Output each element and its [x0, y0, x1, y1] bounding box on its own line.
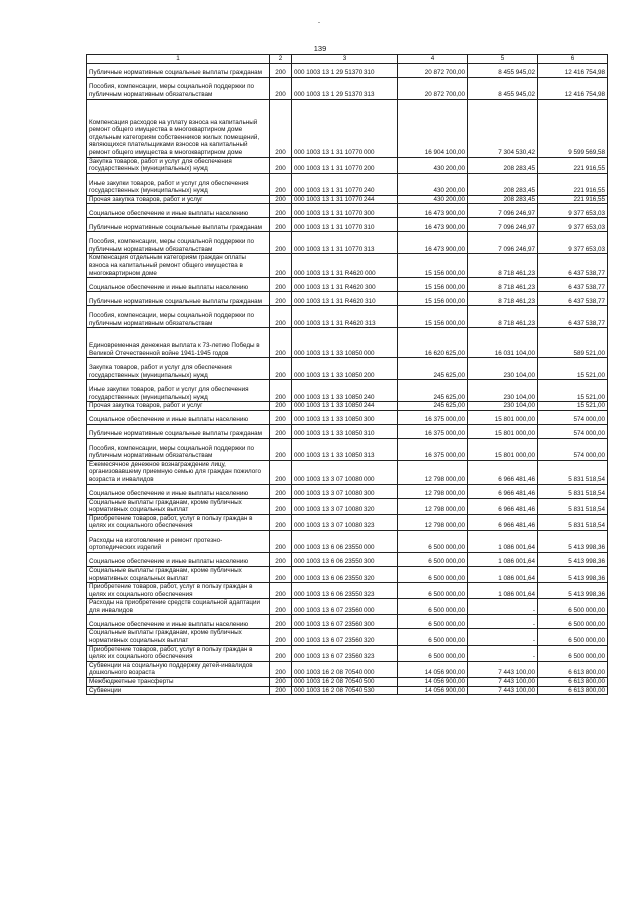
row-executed-amount: 8 718 461,23: [468, 306, 538, 328]
table-row: [87, 173, 608, 195]
row-approved-amount: 15 156 000,00: [398, 254, 468, 278]
row-approved-amount: 6 500 000,00: [398, 552, 468, 566]
budget-table: [86, 54, 608, 695]
table-row: [87, 460, 608, 484]
row-code: 200: [270, 254, 292, 278]
row-unexecuted-amount: 5 831 518,54: [538, 498, 608, 514]
row-executed-amount: 7 096 246,97: [468, 232, 538, 254]
row-classification-code: 000 1003 13 6 06 23550 300: [292, 552, 398, 566]
row-name: Социальное обеспечение и иные выплаты населению: [87, 410, 270, 424]
row-name: Межбюджетные трансферты: [87, 678, 270, 687]
row-approved-amount: 12 798 000,00: [398, 514, 468, 530]
row-unexecuted-amount: 221 916,55: [538, 173, 608, 195]
row-approved-amount: 15 156 000,00: [398, 306, 468, 328]
row-name: Приобретение товаров, работ, услуг в пользу граждан в целях их социального обеспечения: [87, 514, 270, 530]
row-approved-amount: 16 473 900,00: [398, 218, 468, 232]
row-unexecuted-amount: 574 000,00: [538, 424, 608, 438]
row-approved-amount: 6 500 000,00: [398, 583, 468, 599]
row-classification-code: 000 1003 16 2 08 70540 530: [292, 686, 398, 695]
row-classification-code: 000 1003 13 6 07 23560 320: [292, 629, 398, 645]
row-executed-amount: 15 801 000,00: [468, 438, 538, 460]
row-name: Пособия, компенсации, меры социальной поддержки по публичным нормативным обязательствам: [87, 306, 270, 328]
row-unexecuted-amount: 12 416 754,98: [538, 63, 608, 77]
row-name: Публичные нормативные социальные выплаты гражданам: [87, 63, 270, 77]
row-unexecuted-amount: 6 437 538,77: [538, 292, 608, 306]
row-unexecuted-amount: 12 416 754,98: [538, 77, 608, 99]
row-classification-code: 000 1003 13 1 31 R4620 310: [292, 292, 398, 306]
row-approved-amount: 16 473 900,00: [398, 204, 468, 218]
row-approved-amount: 14 056 900,00: [398, 661, 468, 677]
row-name: Компенсация отдельным категориям граждан оплаты взноса на капитальный ремонт общего имущества в многоквартирном доме: [87, 254, 270, 278]
row-classification-code: 000 1003 13 3 07 10080 300: [292, 484, 398, 498]
row-name: Субвенции на социальную поддержку детей-инвалидов дошкольного возраста: [87, 661, 270, 677]
row-executed-amount: 6 966 481,46: [468, 498, 538, 514]
table-row: [87, 63, 608, 77]
row-name: Социальные выплаты гражданам, кроме публичных нормативных социальных выплат: [87, 498, 270, 514]
table-row: [87, 599, 608, 615]
row-approved-amount: 430 200,00: [398, 157, 468, 173]
row-approved-amount: 6 500 000,00: [398, 629, 468, 645]
row-approved-amount: 20 872 700,00: [398, 77, 468, 99]
row-name: Компенсация расходов на уплату взноса на капитальный ремонт общего имущества в многоквартирном доме отдельным категориям собственников жилых помещений, являющихся плательщиками взносов на капитальный ремонт общего имущества в многоквартирном доме: [87, 99, 270, 157]
row-classification-code: 000 1003 13 1 31 R4620 313: [292, 306, 398, 328]
table-row: [87, 552, 608, 566]
row-name: Расходы на изготовление и ремонт протезно-ортопедических изделий: [87, 530, 270, 552]
table-row: [87, 424, 608, 438]
row-approved-amount: 16 904 100,00: [398, 99, 468, 157]
row-executed-amount: 15 801 000,00: [468, 410, 538, 424]
row-classification-code: 000 1003 13 1 29 51370 313: [292, 77, 398, 99]
row-unexecuted-amount: 6 500 000,00: [538, 615, 608, 629]
row-approved-amount: 430 200,00: [398, 195, 468, 204]
table-row: [87, 99, 608, 157]
row-code: 200: [270, 629, 292, 645]
header-row: [87, 55, 608, 64]
row-executed-amount: 7 443 100,00: [468, 678, 538, 687]
row-name: Социальное обеспечение и иные выплаты населению: [87, 552, 270, 566]
table-row: [87, 218, 608, 232]
table-row: [87, 661, 608, 677]
table-row: [87, 358, 608, 380]
row-classification-code: 000 1003 13 3 07 10080 323: [292, 514, 398, 530]
table-row: [87, 629, 608, 645]
row-executed-amount: 8 455 945,02: [468, 77, 538, 99]
column-header-3: 3: [292, 55, 398, 64]
row-name: Иные закупки товаров, работ и услуг для обеспечения государственных (муниципальных) нужд: [87, 173, 270, 195]
row-code: 200: [270, 460, 292, 484]
row-code: 200: [270, 204, 292, 218]
row-approved-amount: 6 500 000,00: [398, 566, 468, 582]
table-row: [87, 566, 608, 582]
row-classification-code: 000 1003 13 6 06 23550 000: [292, 530, 398, 552]
row-code: 200: [270, 678, 292, 687]
row-classification-code: 000 1003 13 1 31 10770 000: [292, 99, 398, 157]
row-approved-amount: 15 156 000,00: [398, 292, 468, 306]
row-classification-code: 000 1003 13 1 33 10850 313: [292, 438, 398, 460]
row-classification-code: 000 1003 16 2 08 70540 500: [292, 678, 398, 687]
row-classification-code: 000 1003 13 1 33 10850 300: [292, 410, 398, 424]
row-code: 200: [270, 424, 292, 438]
row-executed-amount: 7 096 246,97: [468, 218, 538, 232]
row-executed-amount: -: [468, 629, 538, 645]
row-classification-code: 000 1003 13 1 33 10850 240: [292, 380, 398, 402]
row-executed-amount: -: [468, 599, 538, 615]
row-classification-code: 000 1003 13 6 07 23560 323: [292, 645, 398, 661]
column-header-6: 6: [538, 55, 608, 64]
row-approved-amount: 6 500 000,00: [398, 599, 468, 615]
row-unexecuted-amount: 221 916,55: [538, 157, 608, 173]
row-executed-amount: -: [468, 645, 538, 661]
table-row: [87, 380, 608, 402]
row-unexecuted-amount: 5 831 518,54: [538, 484, 608, 498]
table-row: [87, 195, 608, 204]
row-approved-amount: 245 625,00: [398, 402, 468, 411]
row-unexecuted-amount: 9 377 653,03: [538, 204, 608, 218]
row-name: Социальное обеспечение и иные выплаты населению: [87, 204, 270, 218]
row-classification-code: 000 1003 13 6 06 23550 320: [292, 566, 398, 582]
table-row: [87, 615, 608, 629]
row-classification-code: 000 1003 13 6 07 23560 300: [292, 615, 398, 629]
row-approved-amount: 6 500 000,00: [398, 530, 468, 552]
row-code: 200: [270, 661, 292, 677]
column-header-1: 1: [87, 55, 270, 64]
row-code: 200: [270, 599, 292, 615]
table-row: [87, 686, 608, 695]
table-row: [87, 328, 608, 358]
row-name: Прочая закупка товаров, работ и услуг: [87, 402, 270, 411]
row-code: 200: [270, 645, 292, 661]
row-classification-code: 000 1003 13 1 31 10770 200: [292, 157, 398, 173]
table-row: [87, 530, 608, 552]
row-code: 200: [270, 77, 292, 99]
row-name: Иные закупки товаров, работ и услуг для обеспечения государственных (муниципальных) нужд: [87, 380, 270, 402]
row-code: 200: [270, 328, 292, 358]
row-name: Социальные выплаты гражданам, кроме публичных нормативных социальных выплат: [87, 629, 270, 645]
table-row: [87, 498, 608, 514]
row-approved-amount: 12 798 000,00: [398, 498, 468, 514]
row-executed-amount: 8 455 945,02: [468, 63, 538, 77]
row-code: 200: [270, 530, 292, 552]
row-code: 200: [270, 583, 292, 599]
row-approved-amount: 20 872 700,00: [398, 63, 468, 77]
row-code: 200: [270, 686, 292, 695]
row-classification-code: 000 1003 16 2 08 70540 000: [292, 661, 398, 677]
table-row: [87, 514, 608, 530]
row-unexecuted-amount: 9 599 569,58: [538, 99, 608, 157]
row-executed-amount: 208 283,45: [468, 173, 538, 195]
row-unexecuted-amount: 6 437 538,77: [538, 278, 608, 292]
row-code: 200: [270, 402, 292, 411]
row-approved-amount: 16 375 000,00: [398, 438, 468, 460]
row-unexecuted-amount: 5 831 518,54: [538, 460, 608, 484]
row-code: 200: [270, 157, 292, 173]
row-executed-amount: 208 283,45: [468, 195, 538, 204]
row-code: 200: [270, 615, 292, 629]
row-code: 200: [270, 498, 292, 514]
table-row: [87, 583, 608, 599]
row-executed-amount: 6 966 481,46: [468, 484, 538, 498]
row-unexecuted-amount: 5 413 998,36: [538, 552, 608, 566]
table-row: [87, 402, 608, 411]
row-code: 200: [270, 278, 292, 292]
row-unexecuted-amount: 6 437 538,77: [538, 306, 608, 328]
table-row: [87, 645, 608, 661]
row-name: Социальное обеспечение и иные выплаты населению: [87, 615, 270, 629]
row-unexecuted-amount: 6 437 538,77: [538, 254, 608, 278]
row-code: 200: [270, 552, 292, 566]
row-code: 200: [270, 306, 292, 328]
row-code: 200: [270, 410, 292, 424]
row-unexecuted-amount: 5 413 998,36: [538, 566, 608, 582]
row-unexecuted-amount: 9 377 653,03: [538, 232, 608, 254]
column-header-5: 5: [468, 55, 538, 64]
row-code: 200: [270, 63, 292, 77]
row-approved-amount: 16 473 900,00: [398, 232, 468, 254]
row-name: Социальное обеспечение и иные выплаты населению: [87, 484, 270, 498]
table-row: [87, 410, 608, 424]
row-name: Пособия, компенсации, меры социальной поддержки по публичным нормативным обязательствам: [87, 77, 270, 99]
row-code: 200: [270, 514, 292, 530]
row-classification-code: 000 1003 13 1 29 51370 310: [292, 63, 398, 77]
column-header-4: 4: [398, 55, 468, 64]
row-executed-amount: 6 966 481,46: [468, 514, 538, 530]
table-row: [87, 438, 608, 460]
row-unexecuted-amount: 6 613 800,00: [538, 661, 608, 677]
row-executed-amount: 7 443 100,00: [468, 686, 538, 695]
row-classification-code: 000 1003 13 1 31 10770 244: [292, 195, 398, 204]
row-executed-amount: 7 096 246,97: [468, 204, 538, 218]
row-name: Закупка товаров, работ и услуг для обеспечения государственных (муниципальных) нужд: [87, 157, 270, 173]
row-executed-amount: 8 718 461,23: [468, 292, 538, 306]
row-classification-code: 000 1003 13 1 31 R4620 000: [292, 254, 398, 278]
row-unexecuted-amount: 6 613 800,00: [538, 686, 608, 695]
table-row: [87, 306, 608, 328]
row-name: Прочая закупка товаров, работ и услуг: [87, 195, 270, 204]
row-name: Приобретение товаров, работ, услуг в пользу граждан в целях их социального обеспечения: [87, 645, 270, 661]
row-classification-code: 000 1003 13 6 06 23550 323: [292, 583, 398, 599]
row-unexecuted-amount: 5 831 518,54: [538, 514, 608, 530]
row-classification-code: 000 1003 13 1 33 10850 000: [292, 328, 398, 358]
row-unexecuted-amount: 6 500 000,00: [538, 629, 608, 645]
column-header-2: 2: [270, 55, 292, 64]
row-classification-code: 000 1003 13 1 31 R4620 300: [292, 278, 398, 292]
row-name: Пособия, компенсации, меры социальной поддержки по публичным нормативным обязательствам: [87, 438, 270, 460]
row-executed-amount: 8 718 461,23: [468, 278, 538, 292]
row-unexecuted-amount: 574 000,00: [538, 438, 608, 460]
row-classification-code: 000 1003 13 1 31 10770 300: [292, 204, 398, 218]
row-name: Приобретение товаров, работ, услуг в пользу граждан в целях их социального обеспечения: [87, 583, 270, 599]
row-unexecuted-amount: 6 500 000,00: [538, 645, 608, 661]
row-name: Субвенции: [87, 686, 270, 695]
row-name: Социальные выплаты гражданам, кроме публичных нормативных социальных выплат: [87, 566, 270, 582]
row-unexecuted-amount: 574 000,00: [538, 410, 608, 424]
row-code: 200: [270, 358, 292, 380]
row-classification-code: 000 1003 13 1 33 10850 200: [292, 358, 398, 380]
row-executed-amount: 1 086 001,64: [468, 566, 538, 582]
table-row: [87, 157, 608, 173]
row-classification-code: 000 1003 13 1 31 10770 240: [292, 173, 398, 195]
row-unexecuted-amount: 5 413 998,36: [538, 583, 608, 599]
row-approved-amount: 6 500 000,00: [398, 615, 468, 629]
row-classification-code: 000 1003 13 1 33 10850 244: [292, 402, 398, 411]
row-unexecuted-amount: 9 377 653,03: [538, 218, 608, 232]
row-executed-amount: 1 086 001,64: [468, 530, 538, 552]
row-executed-amount: 1 086 001,64: [468, 552, 538, 566]
row-approved-amount: 245 625,00: [398, 380, 468, 402]
row-name: Закупка товаров, работ и услуг для обеспечения государственных (муниципальных) нужд: [87, 358, 270, 380]
row-classification-code: 000 1003 13 1 31 10770 310: [292, 218, 398, 232]
row-code: 200: [270, 173, 292, 195]
row-name: Пособия, компенсации, меры социальной поддержки по публичным нормативным обязательствам: [87, 232, 270, 254]
row-approved-amount: 15 156 000,00: [398, 278, 468, 292]
row-classification-code: 000 1003 13 1 33 10850 310: [292, 424, 398, 438]
row-name: Единовременная денежная выплата к 73-летию Победы в Великой Отечественной войне 1941-1945 годов: [87, 328, 270, 358]
row-unexecuted-amount: 6 613 800,00: [538, 678, 608, 687]
row-name: Расходы на приобретение средств социальной адаптации для инвалидов: [87, 599, 270, 615]
row-classification-code: 000 1003 13 3 07 10080 000: [292, 460, 398, 484]
page-mark: -: [318, 20, 320, 26]
row-code: 200: [270, 195, 292, 204]
row-approved-amount: 430 200,00: [398, 173, 468, 195]
row-name: Публичные нормативные социальные выплаты гражданам: [87, 424, 270, 438]
table-row: [87, 77, 608, 99]
table-row: [87, 292, 608, 306]
row-executed-amount: 16 031 104,00: [468, 328, 538, 358]
table-row: [87, 232, 608, 254]
row-classification-code: 000 1003 13 6 07 23560 000: [292, 599, 398, 615]
row-name: Публичные нормативные социальные выплаты гражданам: [87, 292, 270, 306]
row-approved-amount: 16 620 625,00: [398, 328, 468, 358]
row-code: 200: [270, 438, 292, 460]
row-classification-code: 000 1003 13 1 31 10770 313: [292, 232, 398, 254]
table-row: [87, 678, 608, 687]
row-code: 200: [270, 484, 292, 498]
row-executed-amount: 15 801 000,00: [468, 424, 538, 438]
row-unexecuted-amount: 6 500 000,00: [538, 599, 608, 615]
row-executed-amount: 230 104,00: [468, 380, 538, 402]
row-approved-amount: 245 625,00: [398, 358, 468, 380]
row-unexecuted-amount: 589 521,00: [538, 328, 608, 358]
row-approved-amount: 16 375 000,00: [398, 424, 468, 438]
row-executed-amount: -: [468, 615, 538, 629]
row-approved-amount: 6 500 000,00: [398, 645, 468, 661]
row-executed-amount: 230 104,00: [468, 358, 538, 380]
row-code: 200: [270, 292, 292, 306]
row-executed-amount: 6 966 481,46: [468, 460, 538, 484]
row-executed-amount: 208 283,45: [468, 157, 538, 173]
row-code: 200: [270, 566, 292, 582]
table-row: [87, 204, 608, 218]
row-approved-amount: 12 798 000,00: [398, 484, 468, 498]
page-number: 139: [313, 44, 327, 53]
table-row: [87, 484, 608, 498]
row-executed-amount: 1 086 001,64: [468, 583, 538, 599]
row-approved-amount: 14 056 900,00: [398, 678, 468, 687]
row-unexecuted-amount: 15 521,00: [538, 380, 608, 402]
row-code: 200: [270, 380, 292, 402]
row-unexecuted-amount: 221 916,55: [538, 195, 608, 204]
row-executed-amount: 8 718 461,23: [468, 254, 538, 278]
table-body: [87, 63, 608, 695]
row-approved-amount: 12 798 000,00: [398, 460, 468, 484]
row-code: 200: [270, 232, 292, 254]
row-unexecuted-amount: 15 521,00: [538, 358, 608, 380]
row-executed-amount: 7 304 530,42: [468, 99, 538, 157]
table-row: [87, 278, 608, 292]
row-code: 200: [270, 218, 292, 232]
row-unexecuted-amount: 5 413 998,36: [538, 530, 608, 552]
row-approved-amount: 14 056 900,00: [398, 686, 468, 695]
row-name: Социальное обеспечение и иные выплаты населению: [87, 278, 270, 292]
row-approved-amount: 16 375 000,00: [398, 410, 468, 424]
row-code: 200: [270, 99, 292, 157]
row-executed-amount: 230 104,00: [468, 402, 538, 411]
row-unexecuted-amount: 15 521,00: [538, 402, 608, 411]
table-row: [87, 254, 608, 278]
row-name: Публичные нормативные социальные выплаты гражданам: [87, 218, 270, 232]
row-name: Ежемесячное денежное вознаграждение лицу, организовавшему приемную семью для граждан пожилого возраста и инвалидов: [87, 460, 270, 484]
row-executed-amount: 7 443 100,00: [468, 661, 538, 677]
row-classification-code: 000 1003 13 3 07 10080 320: [292, 498, 398, 514]
